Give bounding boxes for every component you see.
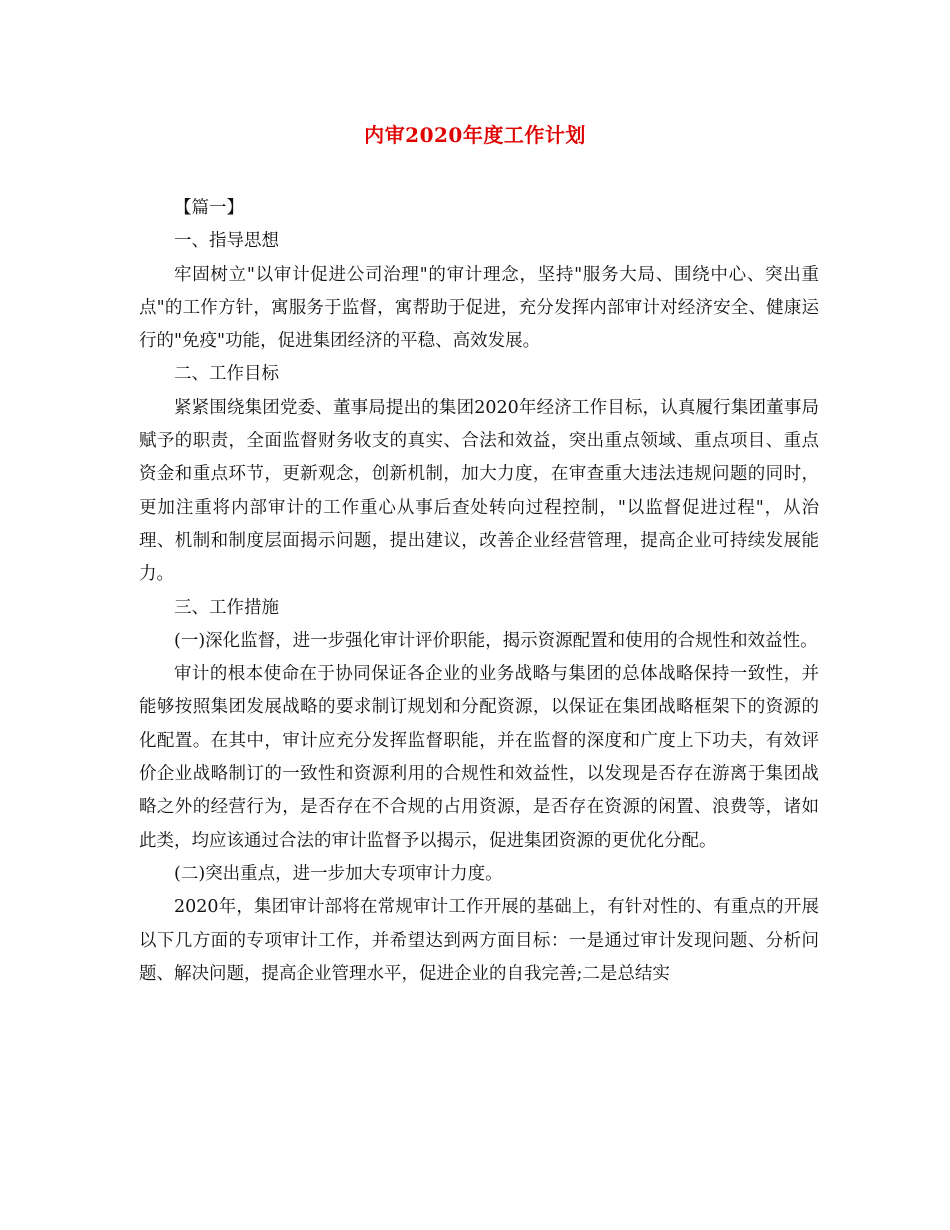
heading-guiding-ideology: 一、指导思想 [174, 231, 279, 252]
paragraph: 紧紧围绕集团党委、董事局提出的集团2020年经济工作目标，认真履行集团董事局赋予的职责，全面监督财务收支的真实、合法和效益，突出重点领域、重点项目、重点资金和重点环节，更新观念，创新机制，加大力度，在审查重大违法违规问题的同时，更加注重将内部审计的工作重心从事后查处转向过程控制，"以监督促进过程"，从治理、机制和制度层面揭示问题，提出建议，改善企业经营管理，提高企业可持续发展能力。 [139, 397, 819, 585]
paragraph: 审计的根本使命在于协同保证各企业的业务战略与集团的总体战略保持一致性，并能够按照集团发展战略的要求制订规划和分配资源，以保证在集团战略框架下的资源的化配置。在其中，审计应充分发挥监督职能，并在监督的深度和广度上下功夫，有效评价企业战略制订的一致性和资源利用的合规性和效益性，以发现是否存在游离于集团战略之外的经营行为，是否存在不合规的占用资源，是否存在资源的闲置、浪费等，诸如此类，均应该通过合法的审计监督予以揭示，促进集团资源的更优化分配。 [139, 664, 819, 851]
document-title: 内审2020年度工作计划 [364, 123, 586, 147]
document-body [139, 192, 819, 991]
heading-work-measures: 三、工作措施 [174, 597, 279, 618]
subheading: (二)突出重点，进一步加大专项审计力度。 [174, 863, 503, 884]
section-label: 【篇一】 [174, 198, 244, 218]
paragraph: 2020年，集团审计部将在常规审计工作开展的基础上，有针对性的、有重点的开展以下几方面的专项审计工作，并希望达到两方面目标：一是通过审计发现问题、分析问题、解决问题，提高企业管理水平，促进企业的自我完善;二是总结实 [139, 897, 819, 984]
subheading: (一)深化监督，进一步强化审计评价职能，揭示资源配置和使用的合规性和效益性。 [174, 630, 818, 651]
heading-work-goals: 二、工作目标 [174, 364, 279, 385]
paragraph: 牢固树立"以审计促进公司治理"的审计理念，坚持"服务大局、围绕中心、突出重点"的工作方针，寓服务于监督，寓帮助于促进，充分发挥内部审计对经济安全、健康运行的"免疫"功能，促进集团经济的平稳、高效发展。 [139, 264, 819, 352]
